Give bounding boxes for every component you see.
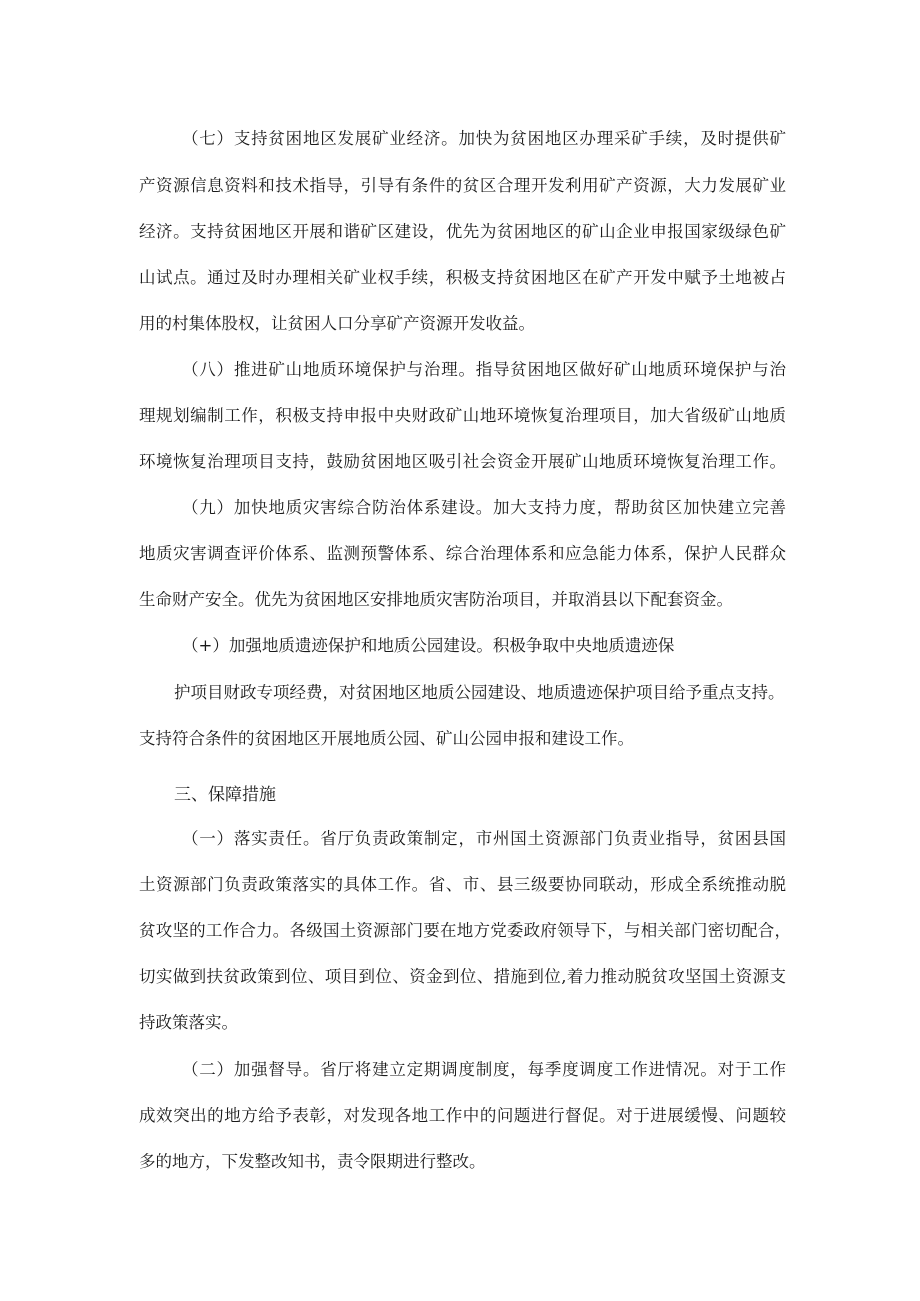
paragraph-9-line-1: （九）加快地质灾害综合防治体系建设。加大支持力度，帮助贫区加快建立完善 (182, 498, 787, 517)
paragraph-7-line-1: （七）支持贫困地区发展矿业经济。加快为贫困地区办理采矿手续，及时提供矿 (182, 129, 787, 148)
paragraph-1-line-3: 贫攻坚的工作合力。各级国土资源部门要在地方党委政府领导下，与相关部门密切配合， (139, 921, 792, 940)
paragraph-7-line-2: 产资源信息资料和技术指导，引导有条件的贫区合理开发利用矿产资源，大力发展矿业 (139, 176, 787, 195)
paragraph-9-line-2: 地质灾害调查评价体系、监测预警体系、综合治理体系和应急能力体系，保护人民群众 (139, 544, 787, 563)
paragraph-7-line-3: 经济。支持贫困地区开展和谐矿区建设，优先为贫困地区的矿山企业申报国家级绿色矿 (139, 222, 787, 241)
paragraph-7-line-4: 山试点。通过及时办理相关矿业权手续，积极支持贫困地区在矿产开发中赋予土地被占 (139, 268, 787, 287)
paragraph-10-line-2: 护项目财政专项经费，对贫困地区地质公园建设、地质遗迹保护项目给予重点支持。 (174, 683, 785, 702)
paragraph-10-line-1: （+）加强地质遗迹保护和地质公园建设。积极争取中央地质遗迹保 (182, 636, 675, 655)
paragraph-9-line-3: 生命财产安全。优先为贫困地区安排地质灾害防治项目，并取消县以下配套资金。 (139, 590, 733, 609)
paragraph-2-line-2: 成效突出的地方给予表彰，对发现各地工作中的问题进行督促。对于进展缓慢、问题较 (139, 1106, 787, 1125)
paragraph-10-line-3: 支持符合条件的贫困地区开展地质公园、矿山公园申报和建设工作。 (139, 729, 634, 748)
paragraph-2-line-3: 多的地方，下发整改知书，责令限期进行整改。 (139, 1152, 486, 1171)
paragraph-1-line-2: 土资源部门负责政策落实的具体工作。省、市、县三级要协同联动，形成全系统推动脱 (139, 875, 787, 894)
paragraph-7-line-5: 用的村集体股权，让贫困人口分享矿产资源开发收益。 (139, 314, 535, 333)
paragraph-8-line-1: （八）推进矿山地质环境保护与治理。指导贫困地区做好矿山地质环境保护与治 (182, 360, 787, 379)
paragraph-1-line-4: 切实做到扶贫政策到位、项目到位、资金到位、措施到位,着力推动脱贫攻坚国土资源支 (139, 967, 787, 986)
paragraph-1-line-5: 持政策落实。 (139, 1013, 238, 1032)
paragraph-2-line-1: （二）加强督导。省厅将建立定期调度制度，每季度调度工作进情况。对于工作 (182, 1060, 787, 1079)
paragraph-8-line-3: 环境恢复治理项目支持，鼓励贫困地区吸引社会资金开展矿山地质环境恢复治理工作。 (139, 452, 787, 471)
paragraph-8-line-2: 理规划编制工作，积极支持申报中央财政矿山地环境恢复治理项目，加大省级矿山地质 (139, 406, 787, 425)
paragraph-1-line-1: （一）落实责任。省厅负责政策制定，市州国土资源部门负责业指导，贫困县国 (182, 829, 787, 848)
section-heading: 三、保障措施 (174, 785, 276, 805)
